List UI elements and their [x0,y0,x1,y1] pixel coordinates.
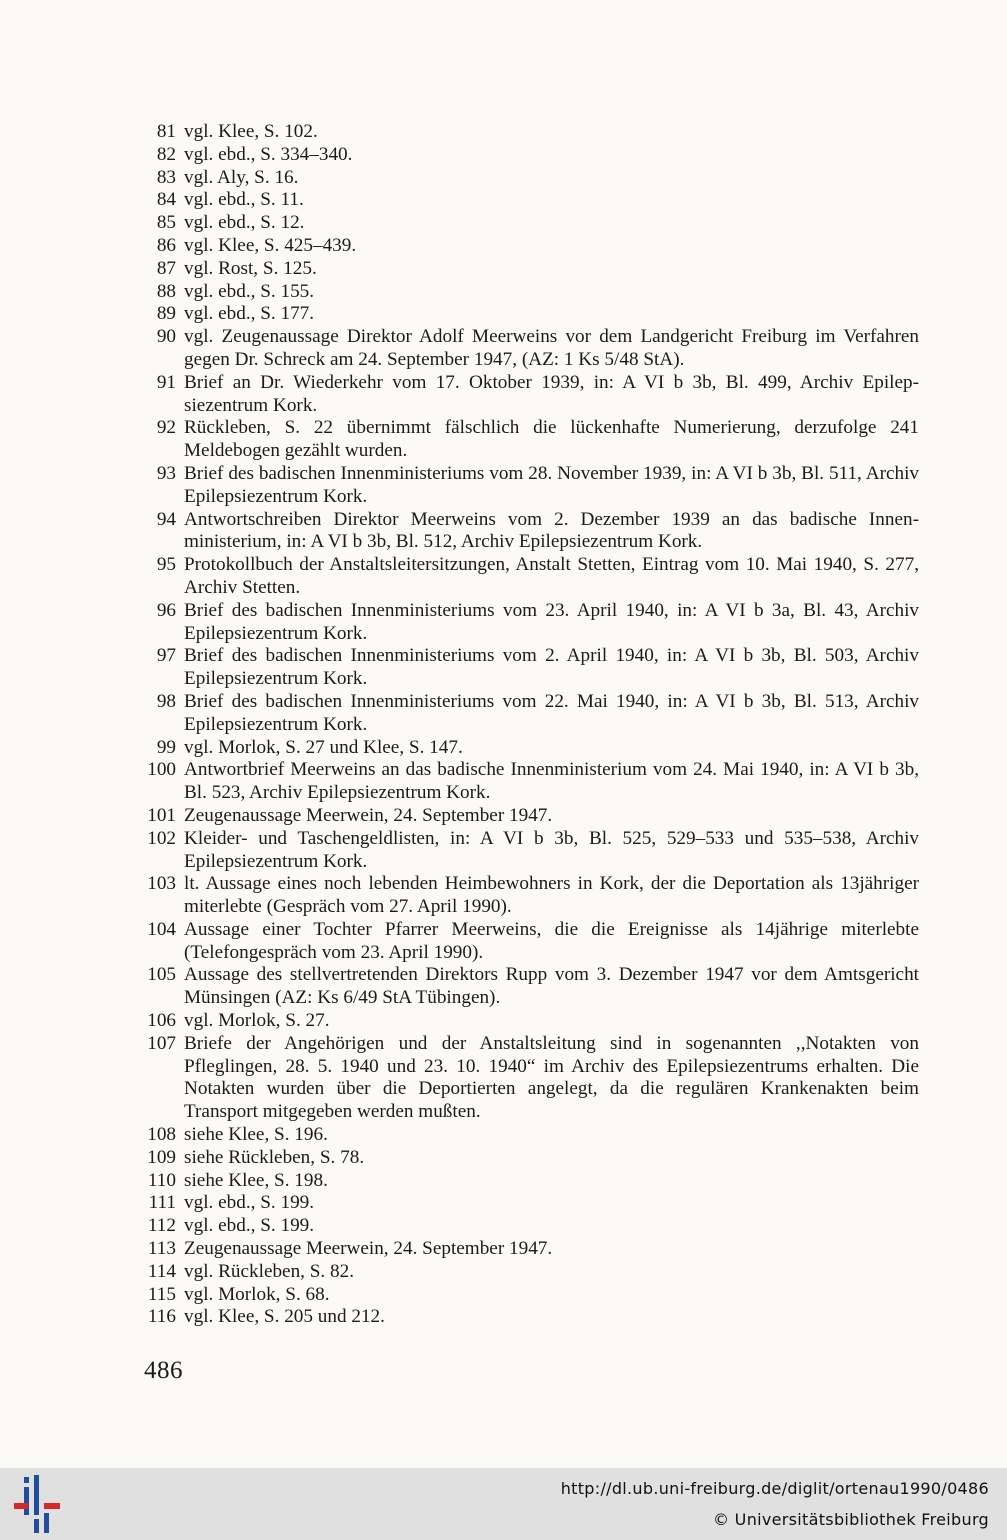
footnote-text: vgl. Aly, S. 16. [184,166,299,188]
footnote-109 [144,1147,919,1170]
footnote-97 [144,645,919,691]
footnote-text: Antwortschreiben Direktor Meerweins vom 2. Dezember 1939 an das badische Innenministerium, in: A VI b 3b, Bl. 512, Archiv Epilepsiezentrum Kork. [184,508,919,553]
footnote-number: 114 [147,1260,176,1282]
viewer-footer [0,1468,1007,1540]
footnote-111 [144,1192,919,1215]
footnote-number: 88 [156,280,176,302]
footnote-number: 103 [147,873,176,895]
footnote-94 [144,509,919,555]
footnote-text: siehe Klee, S. 198. [184,1169,328,1191]
footnote-87 [144,258,919,281]
footnote-107 [144,1033,919,1124]
footnote-86 [144,235,919,258]
footnote-84 [144,189,919,212]
footnote-number: 89 [156,303,176,325]
footnote-text: Briefe der Angehörigen und der Anstaltsleitung sind in sogenannten ,,Notakten von Pfleglingen, 28. 5. 1940 und 23. 10. 1940“ im Archiv des Epilepsiezentrums erhalten. Die Notakten wurden über die Deportierten angelegt, da die regulären Krankenakten beim Transport mitgegeben werden mußten. [184,1032,919,1123]
footnote-text: Zeugenaussage Meerwein, 24. September 1947. [184,804,553,826]
footnote-number: 116 [147,1306,176,1328]
footnote-number: 102 [147,827,176,849]
footnote-number: 108 [147,1124,176,1146]
footnote-110 [144,1170,919,1193]
footnote-number: 83 [156,166,176,188]
copyright-notice: © Universitätsbibliothek Freiburg [713,1510,989,1529]
footnote-text: vgl. Zeugenaussage Direktor Adolf Meerweins vor dem Landgericht Freiburg im Verfahren gegen Dr. Schreck am 24. September 1947, (AZ: 1 Ks 5/48 StA). [184,326,919,370]
footnote-text: vgl. ebd., S. 199. [184,1215,315,1237]
footnote-115 [144,1284,919,1307]
footnote-number: 109 [147,1146,176,1168]
footnote-82 [144,144,919,167]
footnote-text: lt. Aussage eines noch lebenden Heimbewohners in Kork, der die Deportation als 13jähriger miterlebte (Gespräch vom 27. April 1990). [184,873,919,918]
footnote-text: Zeugenaussage Meerwein, 24. September 1947. [184,1238,553,1260]
footnote-number: 98 [156,690,176,712]
footnote-96 [144,600,919,646]
footnote-text: Aussage des stellvertretenden Direktors Rupp vom 3. Dezember 1947 vor dem Amtsgericht Münsingen (AZ: Ks 6/49 StA Tübingen). [184,964,919,1009]
footnote-text: Antwortbrief Meerweins an das badische Innenministerium vom 24. Mai 1940, in: A VI b 3b, Bl. 523, Archiv Epilepsiezentrum Kork. [184,759,919,804]
footnote-85 [144,212,919,235]
footnote-text: Kleider- und Taschengeldlisten, in: A VI b 3b, Bl. 525, 529–533 und 535–538, Archiv Epilepsiezentrum Kork. [184,827,919,872]
footnote-108 [144,1124,919,1147]
footnote-text: vgl. ebd., S. 177. [184,303,315,325]
footnote-number: 106 [147,1010,176,1032]
footnote-text: vgl. Morlok, S. 27 und Klee, S. 147. [184,736,463,758]
footnote-number: 112 [147,1215,176,1237]
footnote-113 [144,1238,919,1261]
footnote-number: 101 [147,804,176,826]
footnote-112 [144,1215,919,1238]
ub-freiburg-logo-icon [14,1475,64,1533]
footnote-number: 96 [156,599,176,621]
footnote-text: vgl. ebd., S. 12. [184,212,305,234]
footnote-98 [144,691,919,737]
footnote-number: 99 [156,736,176,758]
footnote-114 [144,1261,919,1284]
footnote-text: vgl. Klee, S. 205 und 212. [184,1306,385,1328]
footnote-81 [144,121,919,144]
footnote-text: Rückleben, S. 22 übernimmt fälschlich die lückenhafte Numerierung, derzufolge 241 Meldebogen gezählt wurden. [184,417,919,462]
footnote-text: Aussage einer Tochter Pfarrer Meerweins, die die Ereignisse als 14jährige miterlebte (Telefongespräch vom 23. April 1990). [184,918,919,963]
footnote-list [144,121,919,1329]
footnote-number: 84 [156,189,176,211]
footnote-number: 105 [147,964,176,986]
footnote-number: 113 [147,1238,176,1260]
footnote-83 [144,167,919,190]
footnote-102 [144,828,919,874]
footnote-text: Brief des badischen Innenministeriums vom 22. Mai 1940, in: A VI b 3b, Bl. 513, Archiv Epilepsiezentrum Kork. [184,690,919,735]
footnote-106 [144,1010,919,1033]
footnote-text: vgl. Klee, S. 102. [184,121,318,142]
footnote-text: Brief des badischen Innenministeriums vom 28. November 1939, in: A VI b 3b, Bl. 511, Archiv Epilepsiezentrum Kork. [184,462,919,507]
footnote-number: 91 [156,371,176,393]
page-number: 486 [144,1357,183,1384]
footnote-93 [144,463,919,509]
footnote-number: 90 [156,326,176,348]
footnote-text: siehe Klee, S. 196. [184,1124,328,1146]
footnote-number: 93 [156,462,176,484]
footnote-104 [144,919,919,965]
footnote-text: Brief des badischen Innenministeriums vom 23. April 1940, in: A VI b 3a, Bl. 43, Archiv Epilepsiezentrum Kork. [184,599,919,644]
footnote-105 [144,964,919,1010]
footnote-number: 95 [156,554,176,576]
footnote-number: 86 [156,234,176,256]
footnote-text: vgl. Klee, S. 425–439. [184,234,357,256]
footnote-100 [144,759,919,805]
footnote-92 [144,417,919,463]
footnote-88 [144,281,919,304]
footnote-number: 115 [147,1283,176,1305]
footnote-text: vgl. Rückleben, S. 82. [184,1260,355,1282]
footnote-number: 110 [147,1169,176,1191]
footnote-number: 82 [156,143,176,165]
footnote-text: Brief des badischen Innenministeriums vom 2. April 1940, in: A VI b 3b, Bl. 503, Archiv Epilepsiezentrum Kork. [184,645,919,690]
footnote-89 [144,303,919,326]
footnote-text: vgl. ebd., S. 199. [184,1192,315,1214]
footnote-95 [144,554,919,600]
footnote-number: 81 [156,121,176,142]
footnote-number: 100 [147,759,176,781]
footnote-text: Brief an Dr. Wiederkehr vom 17. Oktober 1939, in: A VI b 3b, Bl. 499, Archiv Epilepsiezentrum Kork. [184,371,919,416]
footnote-number: 92 [156,417,176,439]
footnote-text: vgl. ebd., S. 334–340. [184,143,353,165]
footnote-number: 85 [156,212,176,234]
footnote-90 [144,326,919,372]
footnote-number: 111 [148,1192,176,1214]
footnote-number: 97 [156,645,176,667]
footnote-116 [144,1306,919,1329]
source-url-link[interactable]: http://dl.ub.uni-freiburg.de/diglit/ortenau1990/0486 [560,1479,989,1498]
footnote-103 [144,873,919,919]
footnote-text: siehe Rückleben, S. 78. [184,1146,365,1168]
footnote-number: 107 [147,1032,176,1054]
footnote-text: vgl. Morlok, S. 68. [184,1283,330,1305]
footnote-text: vgl. ebd., S. 11. [184,189,304,211]
footnote-text: vgl. ebd., S. 155. [184,280,315,302]
footnote-91 [144,372,919,418]
footnote-101 [144,805,919,828]
footnote-number: 104 [147,918,176,940]
footnote-text: Protokollbuch der Anstaltsleitersitzungen, Anstalt Stetten, Eintrag vom 10. Mai 1940, S. 277, Archiv Stetten. [184,554,919,598]
footnote-99 [144,737,919,760]
footnote-number: 94 [156,508,176,530]
footnote-number: 87 [156,257,176,279]
footnote-text: vgl. Morlok, S. 27. [184,1010,330,1032]
footnote-text: vgl. Rost, S. 125. [184,257,317,279]
